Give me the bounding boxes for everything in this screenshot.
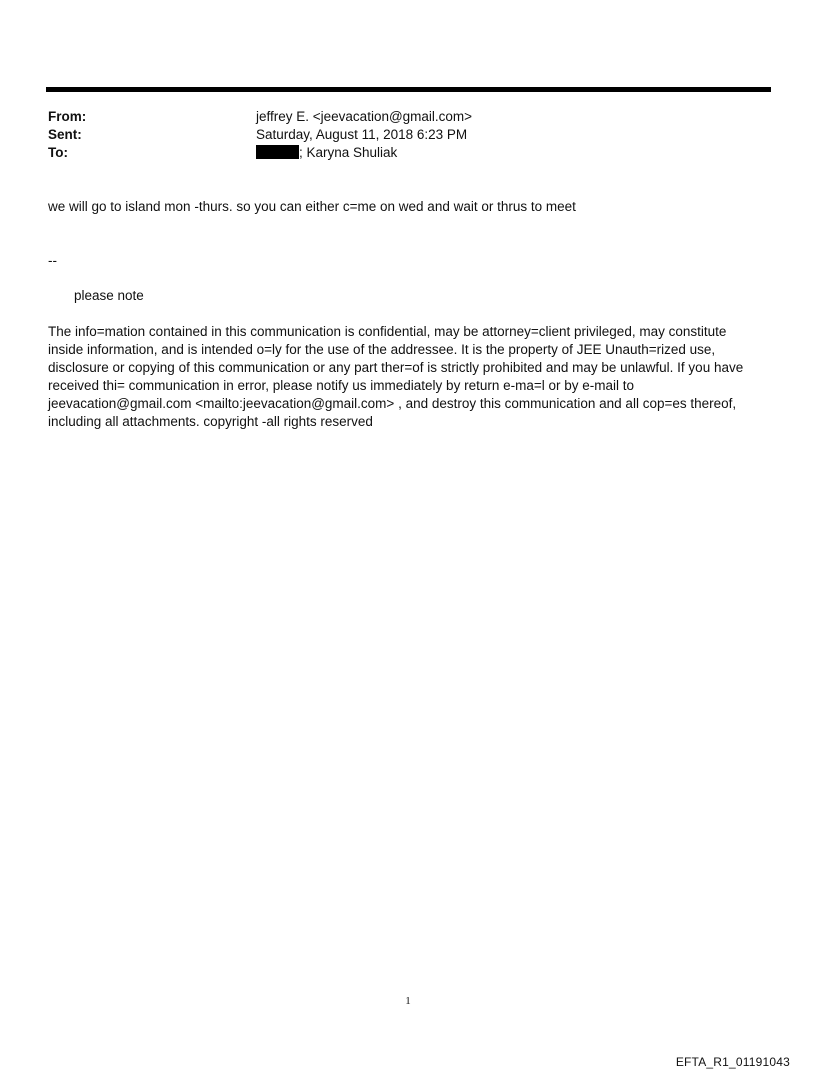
- redaction-block: [256, 145, 299, 159]
- message-body: we will go to island mon -thurs. so you can either c=me on wed and wait or thrus to meet: [48, 199, 576, 214]
- to-row: [48, 144, 748, 162]
- page-number: 1: [405, 995, 411, 1007]
- to-label: To:: [48, 145, 68, 160]
- sent-value: Saturday, August 11, 2018 6:23 PM: [256, 127, 468, 142]
- sent-row: [48, 126, 748, 144]
- from-label: From:: [48, 109, 87, 124]
- signature-note: please note: [74, 288, 144, 303]
- document-id: EFTA_R1_01191043: [675, 1055, 790, 1069]
- confidentiality-disclaimer: The info=mation contained in this communication is confidential, may be attorney=client privileged, may constitute inside information, and is intended o=ly for the use of the addressee. It is the property of JEE Unauth=rized use, disclosure or copying of this communication or any part ther=of is strictly prohibited and may be unlawful. If you have received thi= communication in error, please notify us immediately by return e-ma=l or by e-mail to jeevacation@gmail.com <mailto:jeevacation@gmail.com> , and destroy this communication and all cop=es thereof, including all attachments. copyright -all rights reserved: [48, 324, 744, 429]
- to-value: ; Karyna Shuliak: [299, 145, 398, 160]
- signature-separator: --: [48, 253, 57, 268]
- email-header: [48, 108, 748, 162]
- from-row: [48, 108, 748, 126]
- to-value-container: [256, 144, 748, 162]
- from-value: jeffrey E. <jeevacation@gmail.com>: [256, 109, 473, 124]
- sent-label: Sent:: [48, 127, 82, 142]
- top-divider: [46, 87, 771, 92]
